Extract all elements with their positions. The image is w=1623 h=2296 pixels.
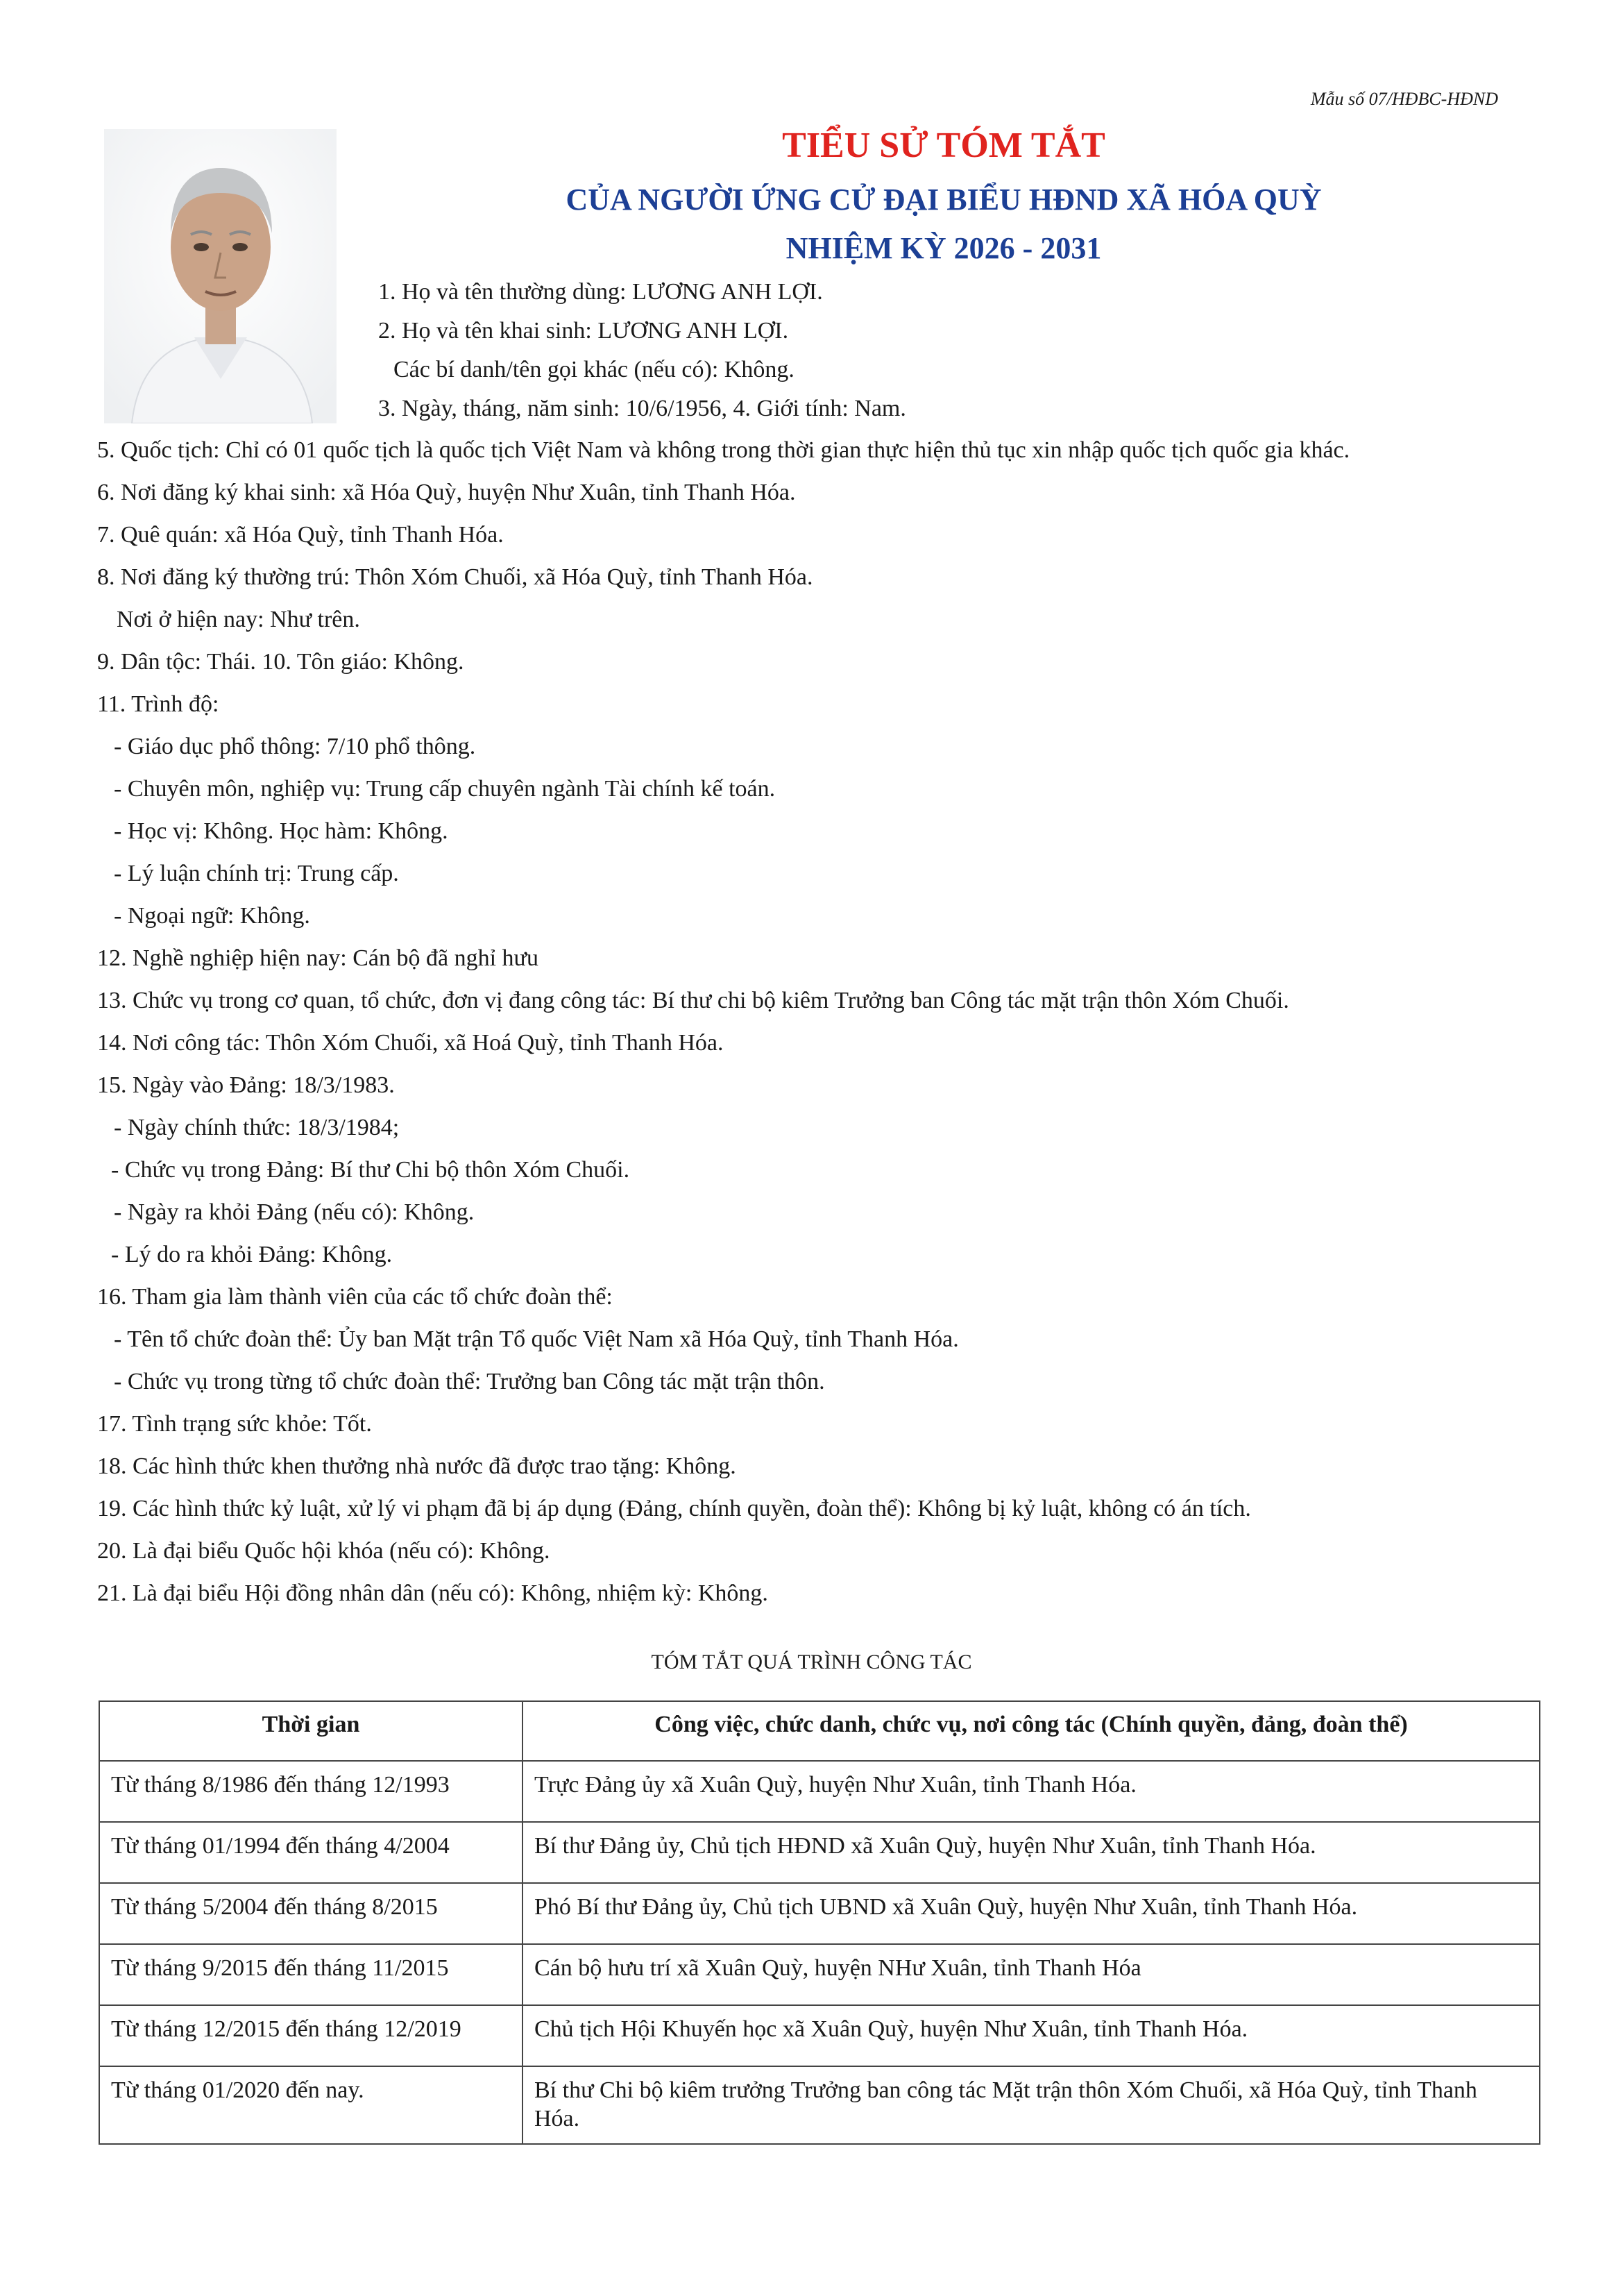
- form-code: Mẫu số 07/HĐBC-HĐND: [1310, 89, 1498, 109]
- time-cell: Từ tháng 5/2004 đến tháng 8/2015: [99, 1883, 522, 1944]
- info-line: - Ngày chính thức: 18/3/1984;: [114, 1115, 400, 1140]
- info-line: - Ngày ra khỏi Đảng (nếu có): Không.: [114, 1199, 475, 1225]
- time-cell: Từ tháng 8/1986 đến tháng 12/1993: [99, 1761, 522, 1822]
- time-cell: Từ tháng 9/2015 đến tháng 11/2015: [99, 1944, 522, 2005]
- document-title: TIỂU SỬ TÓM TẮT: [782, 126, 1105, 165]
- info-line: - Ngoại ngữ: Không.: [114, 903, 310, 929]
- info-line: 8. Nơi đăng ký thường trú: Thôn Xóm Chuối, xã Hóa Quỳ, tỉnh Thanh Hóa.: [97, 564, 813, 590]
- role-cell: Cán bộ hưu trí xã Xuân Quỳ, huyện NHư Xuân, tỉnh Thanh Hóa: [522, 1944, 1540, 2005]
- table-header-row: [99, 1701, 1540, 1761]
- info-line: 3. Ngày, tháng, năm sinh: 10/6/1956, 4. Giới tính: Nam.: [378, 396, 906, 421]
- table-row: [99, 1883, 1540, 1944]
- role-cell: Chủ tịch Hội Khuyến học xã Xuân Quỳ, huyện Như Xuân, tỉnh Thanh Hóa.: [522, 2005, 1540, 2066]
- info-line: 18. Các hình thức khen thưởng nhà nước đã được trao tặng: Không.: [97, 1453, 736, 1479]
- table-row: [99, 2066, 1540, 2144]
- role-cell: Bí thư Đảng ủy, Chủ tịch HĐND xã Xuân Quỳ, huyện Như Xuân, tỉnh Thanh Hóa.: [522, 1822, 1540, 1883]
- time-cell: Từ tháng 12/2015 đến tháng 12/2019: [99, 2005, 522, 2066]
- info-line: - Giáo dục phổ thông: 7/10 phổ thông.: [114, 734, 476, 759]
- role-cell: Trực Đảng ủy xã Xuân Quỳ, huyện Như Xuân, tỉnh Thanh Hóa.: [522, 1761, 1540, 1822]
- info-line: 7. Quê quán: xã Hóa Quỳ, tỉnh Thanh Hóa.: [97, 522, 504, 548]
- role-cell: Bí thư Chi bộ kiêm trưởng Trưởng ban công tác Mặt trận thôn Xóm Chuối, xã Hóa Quỳ, tỉnh Thanh Hóa.: [522, 2066, 1540, 2144]
- info-line: - Lý luận chính trị: Trung cấp.: [114, 861, 399, 886]
- time-cell: Từ tháng 01/2020 đến nay.: [99, 2066, 522, 2144]
- info-line: 16. Tham gia làm thành viên của các tổ chức đoàn thể:: [97, 1284, 613, 1310]
- info-line: Các bí danh/tên gọi khác (nếu có): Không.: [393, 357, 794, 382]
- info-line: 21. Là đại biểu Hội đồng nhân dân (nếu có): Không, nhiệm kỳ: Không.: [97, 1580, 768, 1606]
- info-line: 9. Dân tộc: Thái. 10. Tôn giáo: Không.: [97, 649, 464, 675]
- table-row: [99, 1944, 1540, 2005]
- table-row: [99, 1822, 1540, 1883]
- time-cell: Từ tháng 01/1994 đến tháng 4/2004: [99, 1822, 522, 1883]
- role-cell: Phó Bí thư Đảng ủy, Chủ tịch UBND xã Xuân Quỳ, huyện Như Xuân, tỉnh Thanh Hóa.: [522, 1883, 1540, 1944]
- info-line: 6. Nơi đăng ký khai sinh: xã Hóa Quỳ, huyện Như Xuân, tỉnh Thanh Hóa.: [97, 480, 796, 505]
- info-line: 14. Nơi công tác: Thôn Xóm Chuối, xã Hoá Quỳ, tỉnh Thanh Hóa.: [97, 1030, 724, 1056]
- info-line: - Lý do ra khỏi Đảng: Không.: [111, 1242, 393, 1267]
- info-line: 13. Chức vụ trong cơ quan, tổ chức, đơn vị đang công tác: Bí thư chi bộ kiêm Trưởng ban Công tác mặt trận thôn Xóm Chuối.: [97, 988, 1289, 1013]
- info-line: - Chức vụ trong từng tổ chức đoàn thể: Trưởng ban Công tác mặt trận thôn.: [114, 1369, 825, 1394]
- portrait-photo: [104, 129, 337, 423]
- info-line: 17. Tình trạng sức khỏe: Tốt.: [97, 1411, 372, 1437]
- table-row: [99, 2005, 1540, 2066]
- info-line: 12. Nghề nghiệp hiện nay: Cán bộ đã nghỉ hưu: [97, 945, 538, 971]
- work-history-table: [99, 1700, 1540, 2145]
- document-subtitle: CỦA NGƯỜI ỨNG CỬ ĐẠI BIỂU HĐND XÃ HÓA QUỲ: [566, 183, 1322, 217]
- column-header-role: Công việc, chức danh, chức vụ, nơi công tác (Chính quyền, đảng, đoàn thể): [522, 1701, 1540, 1761]
- info-line: - Tên tổ chức đoàn thể: Ủy ban Mặt trận Tổ quốc Việt Nam xã Hóa Quỳ, tỉnh Thanh Hóa.: [114, 1326, 959, 1352]
- info-line: 5. Quốc tịch: Chỉ có 01 quốc tịch là quốc tịch Việt Nam và không trong thời gian thực hiện thủ tục xin nhập quốc tịch quốc gia khác.: [97, 437, 1350, 463]
- info-line: - Học vị: Không. Học hàm: Không.: [114, 818, 448, 844]
- work-history-caption: TÓM TẮT QUÁ TRÌNH CÔNG TÁC: [651, 1651, 972, 1673]
- info-line: 15. Ngày vào Đảng: 18/3/1983.: [97, 1072, 395, 1098]
- info-line: 11. Trình độ:: [97, 691, 219, 717]
- info-line: - Chuyên môn, nghiệp vụ: Trung cấp chuyên ngành Tài chính kế toán.: [114, 776, 776, 802]
- info-line: 20. Là đại biểu Quốc hội khóa (nếu có): Không.: [97, 1538, 550, 1564]
- table-row: [99, 1761, 1540, 1822]
- term-label: NHIỆM KỲ 2026 - 2031: [785, 231, 1102, 265]
- info-line: - Chức vụ trong Đảng: Bí thư Chi bộ thôn Xóm Chuối.: [111, 1157, 630, 1183]
- column-header-time: Thời gian: [99, 1701, 522, 1761]
- info-line: 1. Họ và tên thường dùng: LƯƠNG ANH LỢI.: [378, 279, 823, 305]
- info-line: 19. Các hình thức kỷ luật, xử lý vi phạm đã bị áp dụng (Đảng, chính quyền, đoàn thể): Không bị kỷ luật, không có án tích.: [97, 1496, 1251, 1521]
- info-line: 2. Họ và tên khai sinh: LƯƠNG ANH LỢI.: [378, 318, 789, 344]
- info-line: Nơi ở hiện nay: Như trên.: [117, 607, 360, 632]
